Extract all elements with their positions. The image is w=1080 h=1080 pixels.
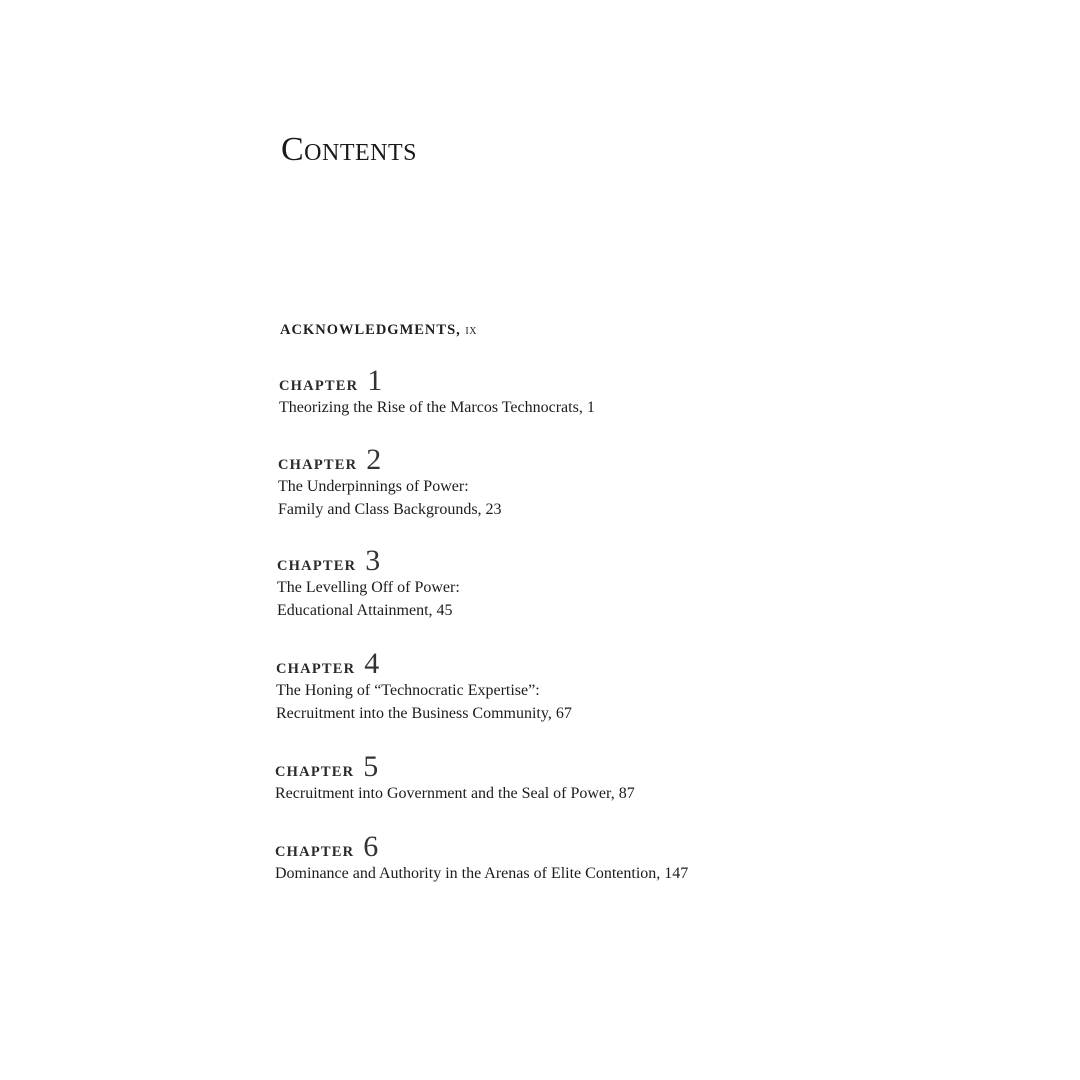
chapter-label: CHAPTER: [278, 457, 358, 473]
chapter-number: 2: [366, 443, 382, 476]
chapter-title-line: The Levelling Off of Power:: [277, 579, 460, 596]
chapter-title-line: Family and Class Backgrounds, 23: [278, 501, 502, 518]
chapter-label: CHAPTER: [275, 764, 355, 780]
chapter-label: CHAPTER: [279, 378, 359, 394]
chapter-label: CHAPTER: [275, 844, 355, 860]
toc-chapter-4[interactable]: [276, 649, 572, 725]
chapter-number: 4: [364, 647, 380, 680]
toc-chapter-2[interactable]: [278, 445, 502, 521]
chapter-title-line: The Honing of “Technocratic Expertise”:: [276, 682, 540, 699]
chapter-heading: [279, 366, 595, 396]
chapter-title-line: Recruitment into the Business Community, 67: [276, 705, 572, 722]
chapter-title-line: The Underpinnings of Power:: [278, 478, 469, 495]
chapter-heading: [275, 752, 635, 782]
chapter-number: 3: [365, 544, 381, 577]
chapter-label: CHAPTER: [276, 661, 356, 677]
acknowledgments-page: ix: [465, 322, 477, 338]
acknowledgments-label: ACKNOWLEDGMENTS,: [280, 322, 461, 338]
chapter-heading: [276, 649, 572, 679]
chapter-title-line: Dominance and Authority in the Arenas of Elite Contention, 147: [275, 865, 689, 882]
chapter-label: CHAPTER: [277, 558, 357, 574]
chapter-number: 1: [367, 364, 383, 397]
chapter-title-line: Theorizing the Rise of the Marcos Technocrats, 1: [279, 399, 595, 416]
chapter-title-line: Educational Attainment, 45: [277, 602, 453, 619]
chapter-number: 6: [363, 830, 379, 863]
chapter-heading: [278, 445, 502, 475]
chapter-heading: [277, 546, 460, 576]
toc-chapter-1[interactable]: [279, 366, 595, 419]
toc-chapter-6[interactable]: [275, 832, 688, 885]
toc-chapter-5[interactable]: [275, 752, 635, 805]
chapter-title-line: Recruitment into Government and the Seal of Power, 87: [275, 785, 635, 802]
toc-chapter-3[interactable]: [277, 546, 460, 622]
chapter-number: 5: [363, 750, 379, 783]
chapter-heading: [275, 832, 688, 862]
toc-acknowledgments[interactable]: [280, 322, 477, 339]
page-title: Contents: [281, 131, 418, 168]
